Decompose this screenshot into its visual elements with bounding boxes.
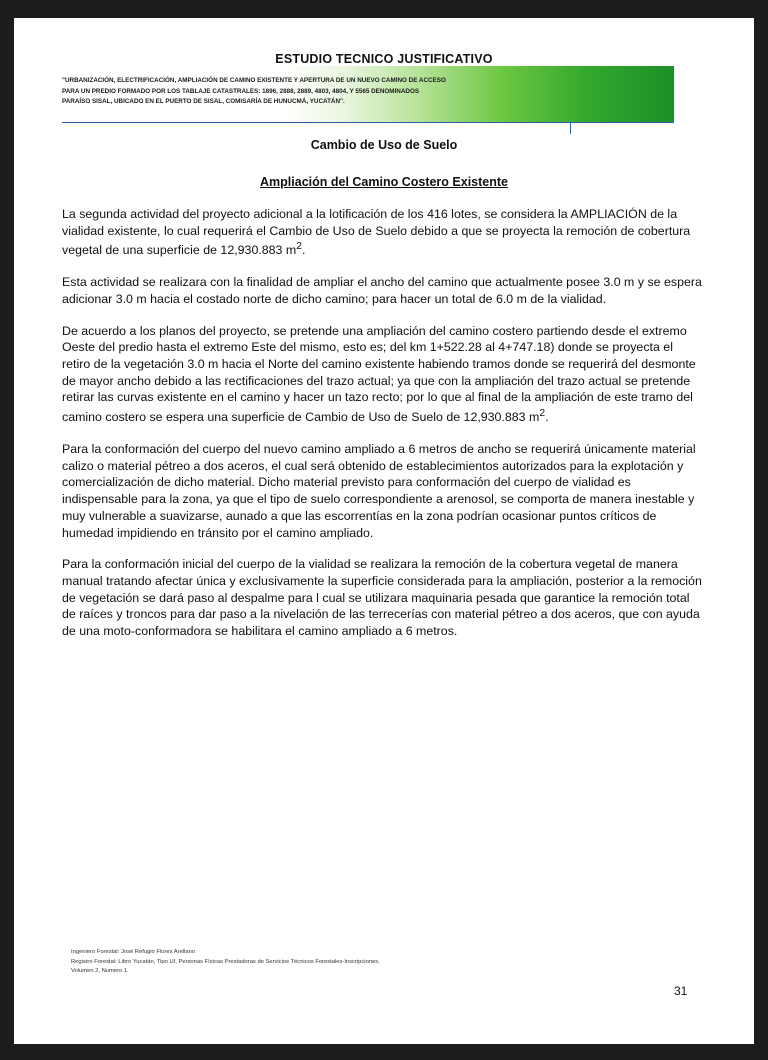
section-subtitle: Ampliación del Camino Costero Existente [260, 175, 508, 189]
paragraph-1-text: La segunda actividad del proyecto adicional a la lotificación de los 416 lotes, se considera la AMPLIACIÓN de la vialidad existente, lo cual requerirá el Cambio de Uso de Suelo debido a que se proyecta la remoción de cobertura vegetal de una superficie de 12,930.883 m [62, 207, 691, 258]
superscript-2: 2 [296, 241, 302, 253]
footer-line-registry: Registro Forestal: Libro Yucatán, Tipo UI, Personas Físicas Prestadoras de Servicios Técnicos Forestales-Inscripciones, [71, 958, 380, 965]
document-title: ESTUDIO TECNICO JUSTIFICATIVO [275, 52, 493, 66]
paragraph-3 [62, 323, 702, 426]
paragraph-1 [62, 206, 702, 259]
footer-line-volume: Volumen 2, Numero 1. [71, 968, 129, 974]
paragraph-5: Para la conformación inicial del cuerpo de la vialidad se realizara la remoción de la cobertura vegetal de manera manual tratando afectar única y exclusivamente la superficie considerada para la ampliación, posterior a la remoción de vegetación se dará paso al despalme para l cual se utilizara maquinaria pesada que garantice la remoción total de raíces y troncos para dar paso a la nivelación de las terrecerías con material pétreo a dos aceros, que con ayuda de una moto-conformadora se habilitara el camino ampliado a 6 metros. [62, 557, 702, 639]
document-body [62, 206, 702, 655]
superscript-2: 2 [539, 408, 546, 420]
header-divider-tick [570, 122, 571, 134]
period: . [545, 410, 549, 425]
paragraph-2: Esta actividad se realizara con la finalidad de ampliar el ancho del camino que actualmente posee 3.0 m y se espera adicionar 3.0 m hacia el costado norte de dicho camino; para hacer un total de 6.0 m de la vialidad. [62, 275, 702, 306]
paragraph-4: Para la conformación del cuerpo del nuevo camino ampliado a 6 metros de ancho se requerirá únicamente material calizo o material pétreo a dos aceros, el cual será obtenido de establecimientos autorizados para la explotación y comercialización de dicho material. Dicho material previsto para conformación del cuerpo de vialidad es indispensable para la zona, ya que el tipo de suelo correspondiente a arenosol, se comporta de manera inestable y muy vulnerable a suavizarse, aunado a que las escorrentías en la zona podrían ocasionar puntos críticos de humedad impidiendo en tránsito por el camino ampliado. [62, 441, 696, 540]
project-description: "URBANIZACIÓN, ELECTRIFICACIÓN, AMPLIACIÓN DE CAMINO EXISTENTE Y APERTURA DE UN NUEVO CAMINO DE ACCESO PARA UN PREDIO FORMADO POR LOS TABLAJE CATASTRALES: 1896, 2888, 2889, 4803, 4804, Y 5565 DENOMINADOS PARAÍSO SISAL, UBICADO EN EL PUERTO DE SISAL, COMISARÍA DE HUNUCMÁ, YUCATÁN". [62, 77, 446, 105]
period: . [301, 243, 306, 258]
document-page [14, 18, 754, 1044]
paragraph-3-text: De acuerdo a los planos del proyecto, se pretende una ampliación del camino costero partiendo desde el extremo Oeste del predio hasta el extremo Este del mismo, esto es; del km 1+522.28 al 4+747.18) donde se proyecta el retiro de la vegetación 3.0 m hacia el Norte del camino existente habiendo tramos donde se requerirá del desmonte de mayor ancho debido a las rectificaciones del trazo actual; ya que con la ampliación del trazo actual se pretende retirar las curvas existente en el camino y hacer un tazo recto; por lo que al final de la ampliación de este tramo del camino costero se espera una superficie de Cambio de Uso de Suelo de 12,930.883 m [62, 323, 696, 425]
section-title: Cambio de Uso de Suelo [310, 138, 458, 152]
header-divider [62, 122, 674, 123]
page-footer [71, 948, 571, 977]
footer-line-engineer: Ingeniero Forestal: José Refugio Flores Arellano [71, 949, 196, 955]
page-number: 31 [674, 984, 688, 998]
